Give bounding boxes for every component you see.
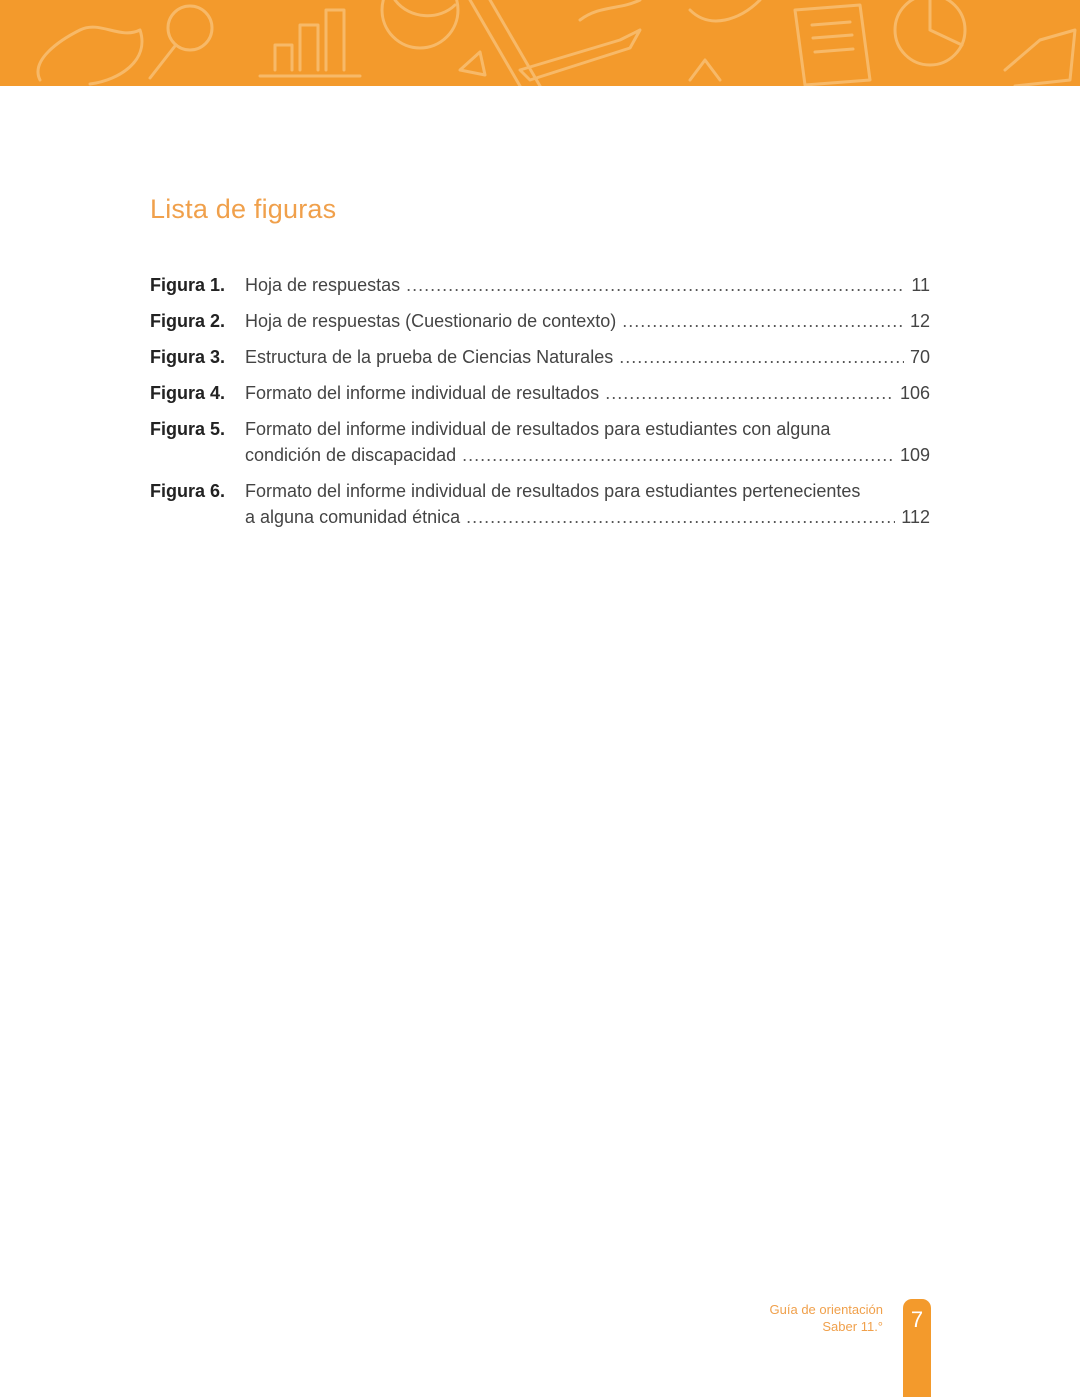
page-number: 70 <box>909 347 930 367</box>
list-item[interactable] <box>150 478 930 530</box>
page-title: Lista de figuras <box>150 194 337 224</box>
list-item[interactable] <box>150 272 930 298</box>
dot-leader <box>466 504 895 530</box>
figure-title: Estructura de la prueba de Ciencias Naturales <box>245 347 614 367</box>
figure-title: Hoja de respuestas <box>245 275 401 295</box>
figure-label: Figura 3. <box>150 347 226 367</box>
footer-page-number: 7 <box>910 1307 924 1332</box>
page-number: 12 <box>909 311 930 331</box>
list-item[interactable] <box>150 308 930 334</box>
figure-label: Figura 6. <box>150 481 226 501</box>
figure-title: Formato del informe individual de resultados para estudiantes con alguna <box>245 419 831 439</box>
dot-leader <box>622 308 904 334</box>
figure-list <box>150 272 930 540</box>
dot-leader <box>406 272 905 298</box>
figure-title-continued: a alguna comunidad étnica <box>245 507 461 527</box>
figure-title-continued: condición de discapacidad <box>245 445 457 465</box>
figure-label: Figura 1. <box>150 275 226 295</box>
education-doodles-icon <box>0 0 1080 86</box>
list-item[interactable] <box>150 416 930 468</box>
figure-title: Formato del informe individual de resultados <box>245 383 600 403</box>
dot-leader <box>619 344 904 370</box>
page-number: 11 <box>911 275 930 295</box>
footer-caption <box>770 1301 883 1335</box>
page-number: 106 <box>899 383 930 403</box>
figure-label: Figura 5. <box>150 419 226 439</box>
footer-guide-title: Guía de orientación <box>769 1302 883 1317</box>
header-banner <box>0 0 1080 86</box>
dot-leader <box>605 380 894 406</box>
dot-leader <box>462 442 894 468</box>
list-item[interactable] <box>150 344 930 370</box>
footer-exam-name: Saber 11.° <box>822 1319 883 1334</box>
figure-label: Figura 2. <box>150 311 226 331</box>
page-number-tab <box>903 1299 931 1397</box>
figure-label: Figura 4. <box>150 383 226 403</box>
figure-title: Formato del informe individual de resultados para estudiantes pertenecientes <box>245 481 861 501</box>
page-number: 109 <box>899 445 930 465</box>
list-item[interactable] <box>150 380 930 406</box>
page-number: 112 <box>901 507 930 527</box>
figure-title: Hoja de respuestas (Cuestionario de contexto) <box>245 311 617 331</box>
